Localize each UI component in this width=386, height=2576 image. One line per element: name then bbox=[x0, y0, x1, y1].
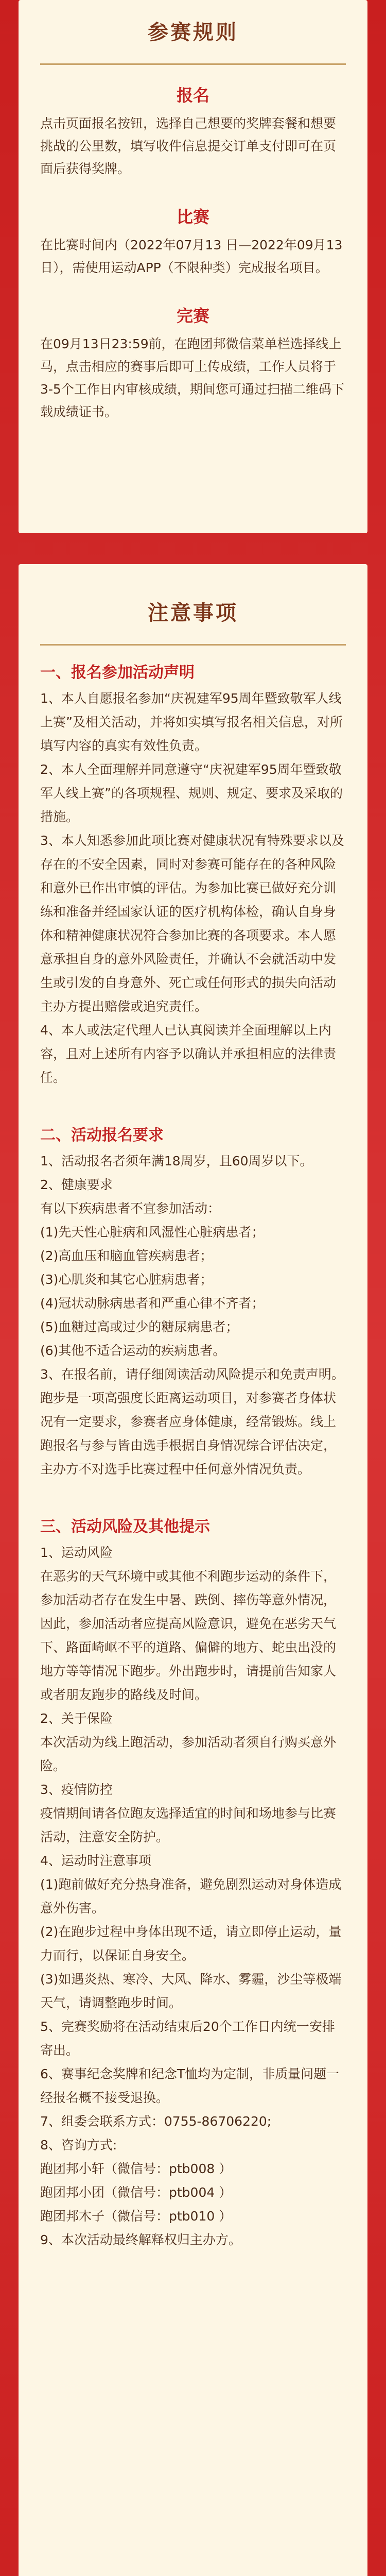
list-item: (2)高血压和脑血管疾病患者； bbox=[40, 1248, 213, 1263]
notice-section-requirements bbox=[40, 1124, 346, 1481]
list-item: 本次活动为线上跑活动，参加活动者须自行购买意外险。 bbox=[40, 1735, 337, 1773]
list-item: (3)如遇炎热、寒冷、大风、降水、雾霾，沙尘等极端天气，请调整跑步时间。 bbox=[40, 1972, 342, 2010]
list-item: 跑团邦木子（微信号：ptb010 ） bbox=[40, 2209, 232, 2224]
list-item: 跑团邦小团（微信号：ptb004 ） bbox=[40, 2185, 232, 2200]
finish-text: 在09月13日23:59前，在跑团邦微信菜单栏选择线上马，点击相应的赛事后即可上传成绩，工作人员将于3-5个工作日内审核成绩，期间您可通过扫描二维码下载成绩证书。 bbox=[40, 336, 344, 419]
list-item: 4、本人或法定代理人已认真阅读并全面理解以上内容，且对上述所有内容予以确认并承担相应的法律责任。 bbox=[40, 1023, 337, 1085]
section-heading: 一、报名参加活动声明 bbox=[40, 664, 195, 682]
list-item: 4、运动时注意事项 bbox=[40, 1853, 151, 1868]
list-item: 8、咨询方式: bbox=[40, 2138, 117, 2153]
list-item: 1、本人自愿报名参加“庆祝建军95周年暨致敬军人线上赛”及相关活动，并将如实填写报名相关信息，对所填写内容的真实有效性负责。 bbox=[40, 691, 343, 753]
list-item: 2、健康要求 bbox=[40, 1177, 113, 1192]
list-item: (1)跑前做好充分热身准备，避免剧烈运动对身体造成意外伤害。 bbox=[40, 1877, 342, 1916]
list-item: 9、本次活动最终解释权归主办方。 bbox=[40, 2232, 241, 2247]
list-item: (2)在跑步过程中身体出现不适，请立即停止运动，量力而行，以保证自身安全。 bbox=[40, 1924, 342, 1963]
notice-card bbox=[19, 564, 367, 2576]
list-item: 跑团邦小轩（微信号：ptb008 ） bbox=[40, 2161, 232, 2176]
list-item: (1)先天性心脏病和风湿性心脏病患者； bbox=[40, 1225, 265, 1240]
rules-card bbox=[19, 0, 367, 533]
list-item: 3、疫情防控 bbox=[40, 1782, 113, 1797]
list-item: (5)血糖过高或过少的糖尿病患者； bbox=[40, 1319, 239, 1334]
list-item: 1、运动风险 bbox=[40, 1545, 113, 1560]
race-heading: 比赛 bbox=[176, 207, 209, 227]
signup-text: 点击页面报名按钮，选择自己想要的奖牌套餐和想要挑战的公里数，填写收件信息提交订单支付即可在页面后获得奖牌。 bbox=[40, 116, 337, 176]
list-item: 3、本人知悉参加此项比赛对健康状况有特殊要求以及存在的不安全因素，同时对参赛可能存在的各种风险和意外已作出审慎的评估。为参加比赛已做好充分训练和准备并经国家认证的医疗机构体检，确认自身身体和精神健康状况符合参加比赛的各项要求。本人愿意承担自身的意外风险责任，并确认不会就活动中发生或引发的自身意外、死亡或任何形式的损失向活动主办方提出赔偿或追究责任。 bbox=[40, 833, 344, 1014]
signup-heading: 报名 bbox=[176, 86, 209, 105]
list-item: 5、完赛奖励将在活动结束后20个工作日内统一安排寄出。 bbox=[40, 2019, 335, 2058]
list-item: 7、组委会联系方式：0755-86706220; bbox=[40, 2114, 272, 2129]
list-item: (3)心肌炎和其它心脏病患者； bbox=[40, 1272, 213, 1287]
list-item: 1、活动报名者须年满18周岁，且60周岁以下。 bbox=[40, 1154, 313, 1168]
section-heading: 二、活动报名要求 bbox=[40, 1126, 164, 1144]
list-item: 跑步是一项高强度长距离运动项目，对参赛者身体状况有一定要求，参赛者应身体健康，经常锻炼。线上跑报名与参与皆由选手根据自身情况综合评估决定，主办方不对选手比赛过程中任何意外情况负责。 bbox=[40, 1391, 337, 1477]
finish-heading: 完赛 bbox=[176, 306, 209, 326]
section-heading: 三、活动风险及其他提示 bbox=[40, 1518, 210, 1536]
list-item: 有以下疾病患者不宜参加活动： bbox=[40, 1201, 221, 1216]
race-text: 在比赛时间内（2022年07月13 日—2022年09月13日），需使用运动APP（不限种类）完成报名项目。 bbox=[40, 238, 343, 275]
list-item: 2、关于保险 bbox=[40, 1711, 113, 1726]
list-item: 3、在报名前，请仔细阅读活动风险提示和免责声明。 bbox=[40, 1367, 344, 1382]
list-item: (4)冠状动脉病患者和严重心律不齐者； bbox=[40, 1296, 265, 1311]
notice-section-risks bbox=[40, 1515, 346, 2252]
notice-title: 注意事项 bbox=[40, 564, 346, 646]
list-item: (6)其他不适合运动的疾病患者。 bbox=[40, 1343, 226, 1358]
notice-section-declaration bbox=[40, 661, 346, 1090]
list-item: 6、赛事纪念奖牌和纪念T恤均为定制，非质量问题一经报名概不接受退换。 bbox=[40, 2066, 340, 2105]
rules-title: 参赛规则 bbox=[40, 0, 346, 65]
list-item: 在恶劣的天气环境中或其他不利跑步运动的条件下，参加活动者存在发生中暑、跌倒、摔伤等意外情况，因此，参加活动者应提高风险意识，避免在恶劣天气下、路面崎岖不平的道路、偏僻的地方、蛇虫出没的地方等等情况下跑步。外出跑步时，请提前告知家人或者朋友跑步的路线及时间。 bbox=[40, 1569, 337, 1702]
list-item: 疫情期间请各位跑友选择适宜的时间和场地参与比赛活动，注意安全防护。 bbox=[40, 1806, 337, 1844]
list-item: 2、本人全面理解并同意遵守“庆祝建军95周年暨致敬军人线上赛”的各项规程、规则、规定、要求及采取的措施。 bbox=[40, 762, 343, 824]
